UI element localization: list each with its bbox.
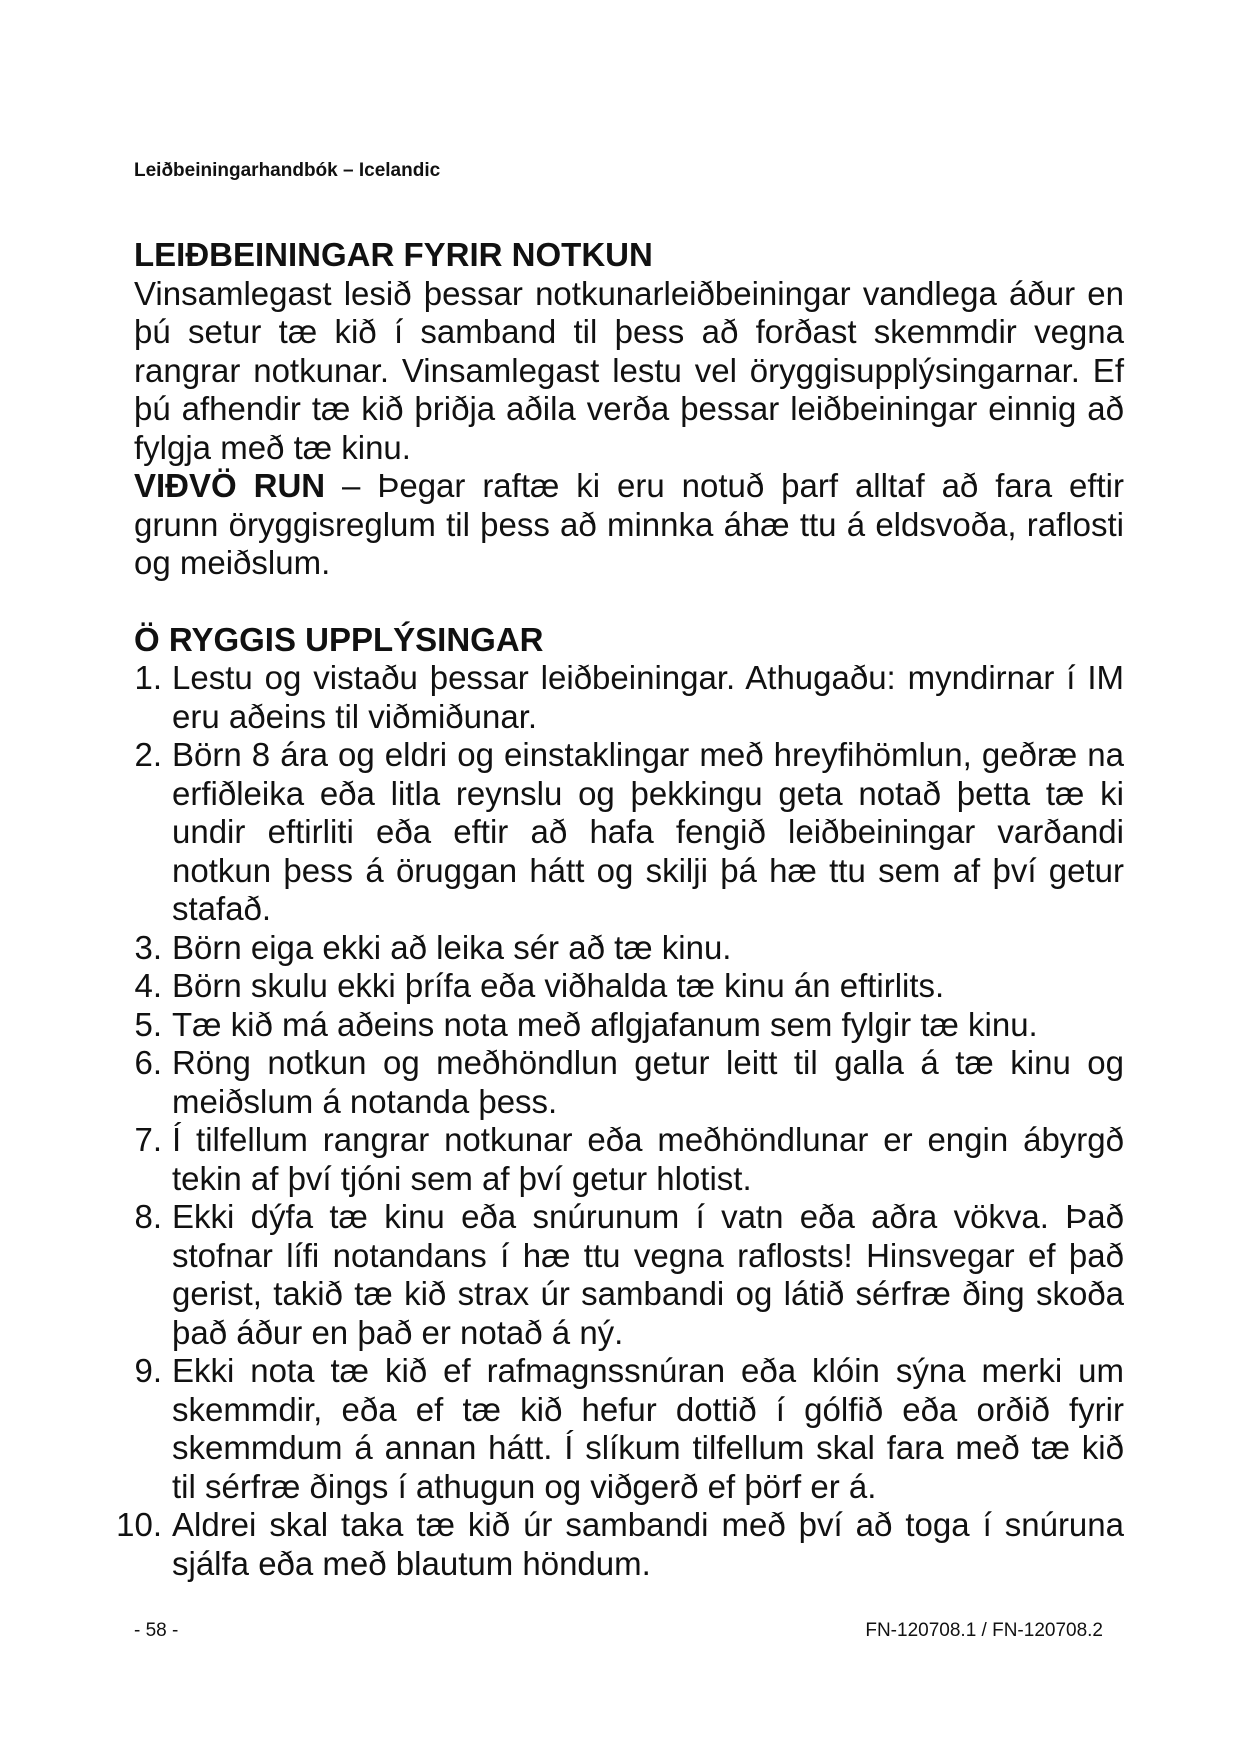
list-item — [134, 1044, 1124, 1121]
list-item — [116, 1506, 1124, 1583]
list-item-text: Ekki nota tæ kið ef rafmagnssnúran eða klóin sýna merki um skemmdir, eða ef tæ kið hefur dottið í gólfið eða orðið fyrir skemmdum á annan hátt. Í slíkum tilfellum skal fara með tæ kið til sérfræ ðings í athugun og viðgerð ef þörf er á. — [172, 1352, 1124, 1505]
list-item — [134, 1198, 1124, 1352]
list-item — [134, 929, 1124, 968]
list-item-text: Tæ kið má aðeins nota með aflgjafanum sem fylgir tæ kinu. — [172, 1005, 1038, 1043]
section-heading-instructions: LEIÐBEININGAR FYRIR NOTKUN — [134, 236, 653, 273]
page-number: - 58 - — [134, 1620, 179, 1641]
list-item-number: 2. — [134, 736, 162, 773]
list-item-text: Í tilfellum rangrar notkunar eða meðhöndlunar er engin ábyrgð tekin af því tjóni sem af því getur hlotist. — [172, 1121, 1124, 1197]
section-heading-safety: Ö RYGGIS UPPLÝSINGAR — [134, 620, 544, 658]
model-number: FN-120708.1 / FN-120708.2 — [865, 1620, 1103, 1641]
list-item-number: 5. — [134, 1005, 162, 1043]
intro-paragraph: Vinsamlegast lesið þessar notkunarleiðbeiningar vandlega áður en þú setur tæ kið í samband til þess að forðast skemmdir vegna rangrar notkunar. Vinsamlegast lestu vel öryggisupplýsingarnar. Ef þú afhendir tæ kið þriðja aðila verða þessar leiðbeiningar einnig að fylgja með tæ kinu. — [134, 274, 1124, 466]
list-item — [134, 1006, 1124, 1045]
list-item-number: 6. — [134, 1044, 162, 1081]
list-item-text: Börn eiga ekki að leika sér að tæ kinu. — [172, 928, 732, 966]
list-item-number: 4. — [134, 967, 162, 1004]
list-item — [134, 736, 1124, 929]
warning-paragraph — [134, 467, 1124, 583]
list-item-text: Lestu og vistaðu þessar leiðbeiningar. Athugaðu: myndirnar í IM eru aðeins til viðmiðunar. — [172, 659, 1124, 735]
list-item-number: 8. — [134, 1198, 162, 1235]
list-item — [134, 659, 1124, 736]
list-item-text: Börn 8 ára og eldri og einstaklingar með hreyfihömlun, geðræ na erfiðleika eða litla reynslu og þekkingu geta notað þetta tæ ki undir eftirliti eða eftir að hafa fengið leiðbeiningar varðandi notkun þess á öruggan hátt og skilji þá hæ ttu sem af því getur stafað. — [172, 736, 1124, 927]
list-item-number: 3. — [134, 928, 162, 966]
warning-text: – Þegar raftæ ki eru notuð þarf alltaf að fara eftir grunn öryggisreglum til þess að minnka áhæ ttu á eldsvoða, raflosti og meiðslum. — [134, 467, 1125, 581]
list-item-text: Ekki dýfa tæ kinu eða snúrunum í vatn eða aðra vökva. Það stofnar lífi notandans í hæ ttu vegna raflosts! Hinsvegar ef það gerist, takið tæ kið strax úr sambandi og látið sérfræ ðing skoða það áður en það er notað á ný. — [172, 1198, 1124, 1351]
document-header: Leiðbeiningarhandbók – Icelandic — [134, 160, 441, 181]
list-item — [134, 1352, 1124, 1506]
list-item-number: 9. — [134, 1352, 162, 1389]
list-item — [134, 967, 1124, 1006]
page-content — [116, 236, 1125, 1583]
list-item-number: 7. — [134, 1121, 162, 1158]
safety-list — [116, 659, 1124, 1583]
list-item-number: 1. — [134, 659, 162, 696]
warning-label: VIÐVÖ RUN — [134, 467, 326, 504]
list-item-text: Börn skulu ekki þrífa eða viðhalda tæ kinu án eftirlits. — [172, 967, 945, 1004]
list-item-number: 10. — [116, 1506, 162, 1543]
list-item — [134, 1121, 1124, 1198]
list-item-text: Röng notkun og meðhöndlun getur leitt til galla á tæ kinu og meiðslum á notanda þess. — [172, 1044, 1124, 1120]
list-item-text: Aldrei skal taka tæ kið úr sambandi með því að toga í snúruna sjálfa eða með blautum höndum. — [172, 1506, 1124, 1582]
